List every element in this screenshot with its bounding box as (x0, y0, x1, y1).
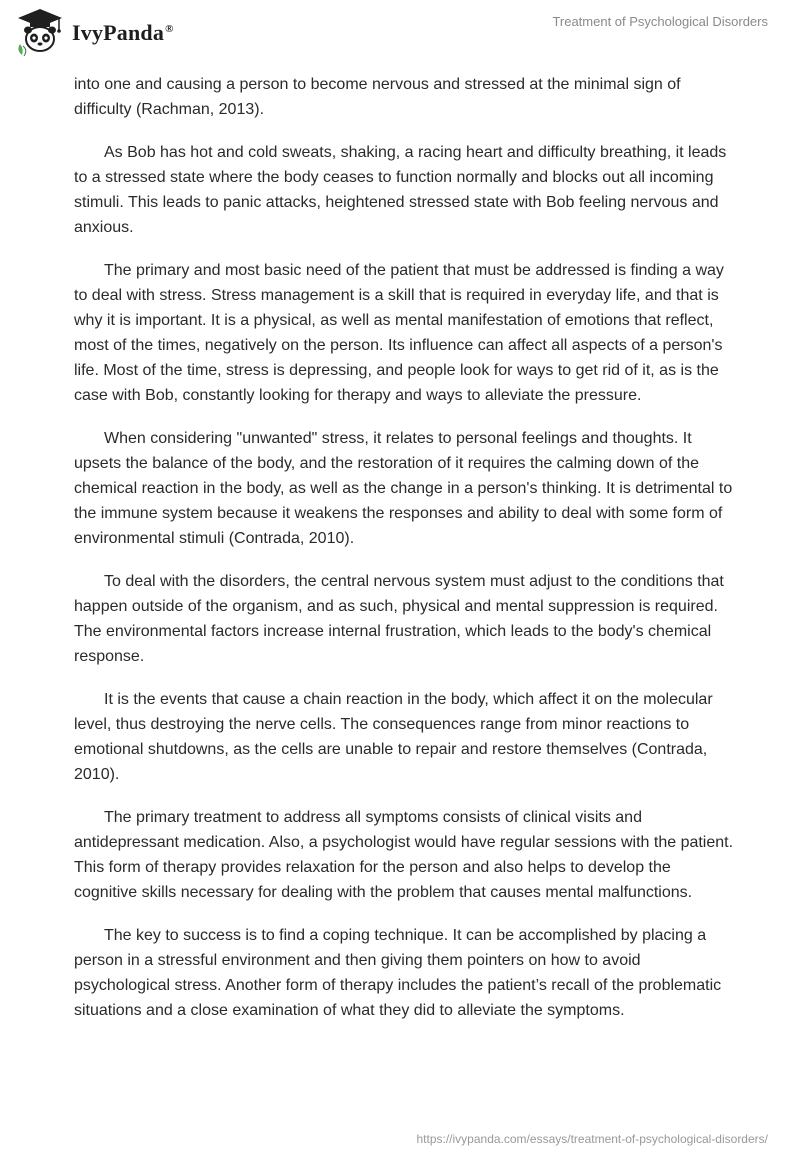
paragraph: The primary treatment to address all symptoms consists of clinical visits and antidepressant medication. Also, a psychologist would have regular sessions with the patient. This form of therapy provides relaxation for the person and also helps to develop the cognitive skills necessary for dealing with the problem that causes mental malfunctions. (74, 809, 734, 901)
brand-name: IvyPanda® (72, 20, 174, 45)
page-header (0, 0, 800, 70)
document-title: Treatment of Psychological Disorders (552, 14, 768, 29)
paragraph: It is the events that cause a chain reaction in the body, which affect it on the molecular level, thus destroying the nerve cells. The consequences range from minor reactions to emotional shutdowns, as the cells are unable to repair and restore themselves (Contrada, 2010). (74, 691, 713, 783)
essay-body (74, 72, 734, 1041)
paragraph: into one and causing a person to become nervous and stressed at the minimal sign of difficulty (Rachman, 2013). (74, 76, 681, 118)
brand-logo[interactable] (14, 6, 174, 58)
paragraph: To deal with the disorders, the central nervous system must adjust to the conditions that happen outside of the organism, and as such, physical and mental suppression is required. The environmental factors increase internal frustration, which leads to the body's chemical response. (74, 573, 724, 665)
paragraph: When considering "unwanted" stress, it relates to personal feelings and thoughts. It upsets the balance of the body, and the restoration of it requires the calming down of the chemical reaction in the body, as well as the change in a person's thinking. It is detrimental to the immune system because it weakens the responses and ability to deal with some form of environmental stimuli (Contrada, 2010). (74, 430, 733, 547)
paragraph: The key to success is to find a coping technique. It can be accomplished by placing a person in a stressful environment and then giving them pointers on how to avoid psychological stress. Another form of therapy includes the patient’s recall of the problematic situations and a close examination of what they did to alleviate the symptoms. (74, 927, 722, 1019)
source-url-link[interactable]: https://ivypanda.com/essays/treatment-of-psychological-disorders/ (416, 1132, 768, 1146)
paragraph: As Bob has hot and cold sweats, shaking, a racing heart and difficulty breathing, it leads to a stressed state where the body ceases to function normally and blocks out all incoming stimuli. This leads to panic attacks, heightened stressed state with Bob feeling nervous and anxious. (74, 144, 727, 236)
panda-graduate-icon (14, 6, 66, 58)
paragraph: The primary and most basic need of the patient that must be addressed is finding a way to deal with stress. Stress management is a skill that is required in everyday life, and that is why it is important. It is a physical, as well as mental manifestation of emotions that reflect, most of the times, negatively on the person. Its influence can affect all aspects of a person's life. Most of the time, stress is depressing, and people look for ways to get rid of it, as is the case with Bob, constantly looking for therapy and ways to alleviate the pressure. (74, 262, 724, 404)
